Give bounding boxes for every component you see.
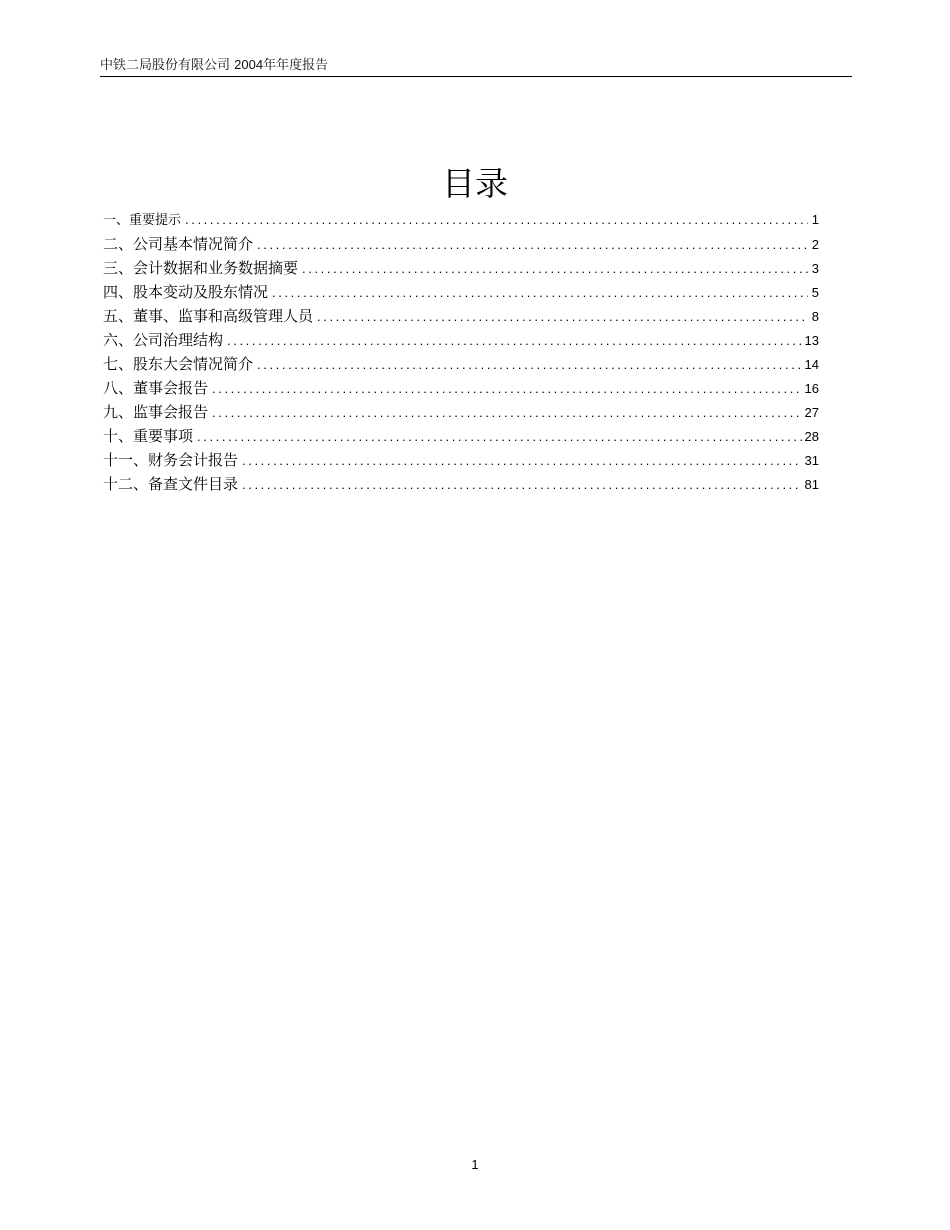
toc-dot-leader: [257, 233, 808, 257]
toc-entry-page: 5: [811, 285, 819, 300]
header-company: 中铁二局股份有限公司: [100, 58, 231, 73]
toc-entry[interactable]: [103, 376, 819, 400]
toc-entry-label: 七、股东大会情况简介: [103, 355, 254, 373]
toc-entry-label: 十二、备查文件目录: [103, 475, 239, 493]
toc-dot-leader: [272, 281, 808, 305]
toc-entry-label: 四、股本变动及股东情况: [103, 283, 269, 301]
header-year: 2004: [234, 57, 264, 72]
toc-entry-page: 81: [804, 477, 819, 492]
toc-entry-label: 五、董事、监事和高级管理人员: [103, 307, 314, 325]
toc-entry[interactable]: [103, 424, 819, 448]
toc-dot-leader: [242, 449, 802, 473]
toc-entry-label: 六、公司治理结构: [103, 331, 224, 349]
toc-entry[interactable]: [103, 280, 819, 304]
toc-entry-label: 一、重要提示: [103, 213, 182, 228]
toc-dot-leader: [302, 257, 808, 281]
toc-entry[interactable]: [103, 304, 819, 328]
toc-entry[interactable]: [103, 256, 819, 280]
toc-entry-label: 十一、财务会计报告: [103, 451, 239, 469]
toc-dot-leader: [257, 353, 802, 377]
toc-entry-label: 八、董事会报告: [103, 379, 209, 397]
toc-entry-page: 8: [811, 309, 819, 324]
toc-entry-label: 二、公司基本情况简介: [103, 235, 254, 253]
toc-entry[interactable]: [103, 208, 819, 232]
toc-entry-page: 28: [804, 429, 819, 444]
toc-entry-page: 2: [811, 237, 819, 252]
toc-entry-page: 16: [804, 381, 819, 396]
toc-entry[interactable]: [103, 232, 819, 256]
running-header: [100, 56, 852, 77]
toc-entry-label: 三、会计数据和业务数据摘要: [103, 259, 299, 277]
toc-dot-leader: [227, 329, 802, 353]
page-title: 目录: [442, 164, 508, 203]
toc-entry-page: 13: [804, 333, 819, 348]
toc-entry-page: 31: [804, 453, 819, 468]
toc-entry[interactable]: [103, 328, 819, 352]
page-number: 1: [471, 1157, 479, 1172]
toc-entry-page: 14: [804, 357, 819, 372]
toc-entry[interactable]: [103, 352, 819, 376]
toc-dot-leader: [185, 208, 808, 232]
toc-dot-leader: [197, 425, 802, 449]
toc-dot-leader: [242, 473, 802, 497]
toc-entry[interactable]: [103, 400, 819, 424]
table-of-contents: [103, 208, 819, 496]
toc-dot-leader: [212, 401, 802, 425]
toc-entry-page: 1: [811, 212, 819, 227]
toc-entry-label: 九、监事会报告: [103, 403, 209, 421]
toc-entry-label: 十、重要事项: [103, 427, 194, 445]
toc-entry-page: 3: [811, 261, 819, 276]
header-report: 年年度报告: [263, 58, 329, 73]
toc-dot-leader: [212, 377, 802, 401]
toc-entry[interactable]: [103, 472, 819, 496]
toc-entry-page: 27: [804, 405, 819, 420]
toc-entry[interactable]: [103, 448, 819, 472]
toc-dot-leader: [317, 305, 808, 329]
